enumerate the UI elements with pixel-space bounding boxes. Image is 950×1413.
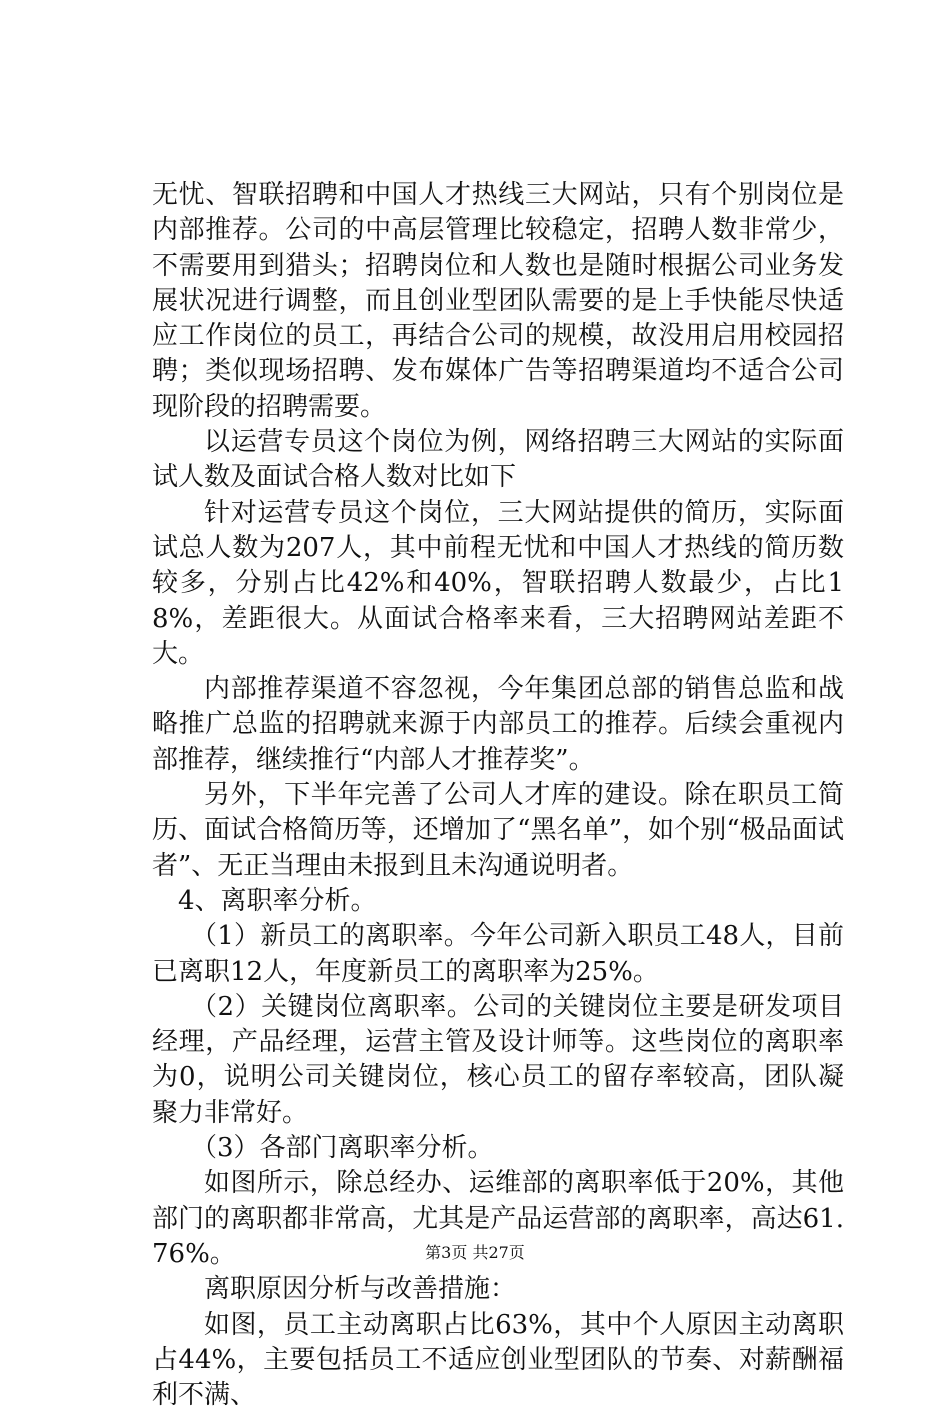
paragraph-new-employee-turnover: （1）新员工的离职率。今年公司新入职员工48人，目前已离职12人，年度新员工的离职率为25%。 xyxy=(152,919,844,990)
paragraph-department-turnover-heading: （3）各部门离职率分析。 xyxy=(152,1131,844,1166)
paragraph-recruitment-channels: 无忧、智联招聘和中国人才热线三大网站，只有个别岗位是内部推荐。公司的中高层管理比较稳定，招聘人数非常少，不需要用到猎头；招聘岗位和人数也是随时根据公司业务发展状况进行调整，而且创业型团队需要的是上手快能尽快适应工作岗位的员工，再结合公司的规模，故没用启用校园招聘；类似现场招聘、发布媒体广告等招聘渠道均不适合公司现阶段的招聘需要。 xyxy=(152,178,844,425)
paragraph-turnover-causes-heading: 离职原因分析与改善措施： xyxy=(152,1272,844,1307)
paragraph-operations-example: 以运营专员这个岗位为例，网络招聘三大网站的实际面试人数及面试合格人数对比如下 xyxy=(152,425,844,496)
paragraph-interview-stats: 针对运营专员这个岗位，三大网站提供的简历，实际面试总人数为207人，其中前程无忧和中国人才热线的简历数较多，分别占比42%和40%，智联招聘人数最少，占比18%，差距很大。从面试合格率来看，三大招聘网站差距不大。 xyxy=(152,496,844,672)
paragraph-internal-referral: 内部推荐渠道不容忽视，今年集团总部的销售总监和战略推广总监的招聘就来源于内部员工的推荐。后续会重视内部推荐，继续推行“内部人才推荐奖”。 xyxy=(152,672,844,778)
paragraph-voluntary-turnover: 如图，员工主动离职占比63%，其中个人原因主动离职占44%，主要包括员工不适应创业型团队的节奏、对薪酬福利不满、 xyxy=(152,1308,844,1413)
paragraph-department-turnover: 如图所示，除总经办、运维部的离职率低于20%，其他部门的离职都非常高，尤其是产品运营部的离职率，高达61.76%。 xyxy=(152,1166,844,1272)
section-heading-turnover: 4、离职率分析。 xyxy=(152,884,844,919)
paragraph-key-position-turnover: （2）关键岗位离职率。公司的关键岗位主要是研发项目经理，产品经理，运营主管及设计师等。这些岗位的离职率为0，说明公司关键岗位，核心员工的留存率较高，团队凝聚力非常好。 xyxy=(152,990,844,1131)
paragraph-talent-pool: 另外，下半年完善了公司人才库的建设。除在职员工简历、面试合格简历等，还增加了“黑名单”，如个别“极品面试者”、无正当理由未报到且未沟通说明者。 xyxy=(152,778,844,884)
page-number-footer: 第3页 共27页 xyxy=(0,1243,950,1263)
document-body xyxy=(152,178,844,1413)
